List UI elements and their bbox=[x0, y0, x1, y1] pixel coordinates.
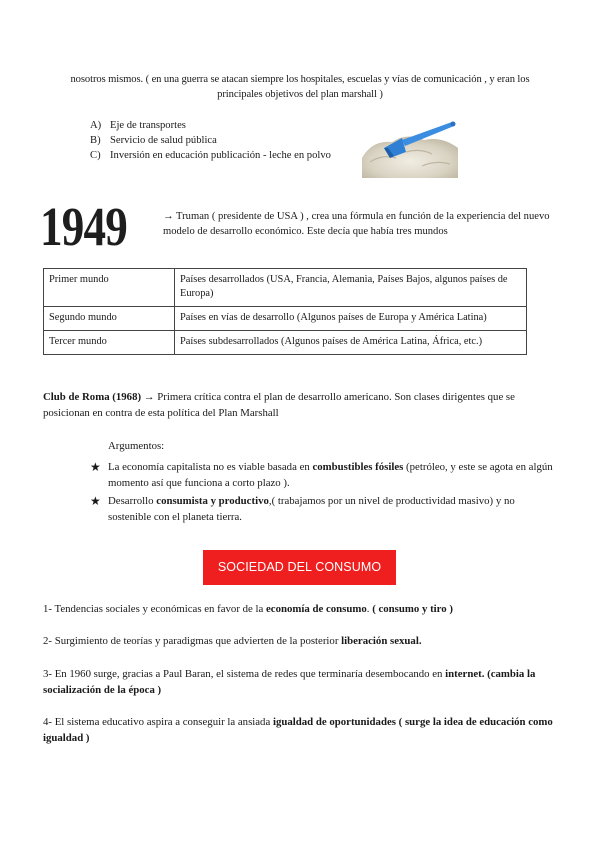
club-text: → Primera crítica contra el plan de desarrollo americano. Son clases dirigentes que se posicionan en contra de esta política del Plan Marshall bbox=[43, 391, 515, 419]
arguments-title: Argumentos: bbox=[108, 440, 165, 452]
intro-line-2: principales objetivos del plan marshall ) bbox=[217, 89, 383, 100]
list-item bbox=[90, 133, 360, 148]
options-list bbox=[90, 118, 360, 163]
year-description: → Truman ( presidente de USA ) , crea una fórmula en función de la experiencia del nuevo modelo de desarrollo económico. Este decía que había tres mundos bbox=[163, 211, 550, 237]
list-item bbox=[90, 148, 360, 163]
point-1: 1- Tendencias sociales y económicas en favor de la economía de consumo. ( consumo y tiro ) bbox=[43, 603, 453, 615]
point-4: 4- El sistema educativo aspira a conseguir la ansiada igualdad de oportunidades ( surge la idea de educación como igualdad ) bbox=[43, 716, 553, 744]
list-marker: A) bbox=[90, 120, 102, 131]
list-item-text: Eje de transportes bbox=[110, 120, 186, 131]
intro-paragraph bbox=[40, 72, 560, 102]
list-item bbox=[90, 493, 560, 525]
star-icon: ★ bbox=[90, 460, 101, 474]
list-item-text: Inversión en educación publicación - leche en polvo bbox=[110, 150, 331, 161]
intro-line-1: nosotros mismos. ( en una guerra se atacan siempre los hospitales, escuelas y vías de comunicación , y eran los bbox=[70, 74, 530, 85]
table-row bbox=[44, 307, 527, 331]
list-marker: C) bbox=[90, 150, 101, 161]
list-item-text: Servicio de salud pública bbox=[110, 135, 217, 146]
star-icon: ★ bbox=[90, 494, 101, 508]
table-row bbox=[44, 331, 527, 355]
table-cell: Países desarrollados (USA, Francia, Alemania, Países Bajos, algunos países de Europa) bbox=[175, 269, 527, 307]
list-item bbox=[90, 459, 560, 491]
worlds-table bbox=[43, 268, 527, 355]
table-cell: Países subdesarrollados (Algunos países de América Latina, África, etc.) bbox=[175, 331, 527, 355]
table-cell: Segundo mundo bbox=[44, 307, 175, 331]
list-marker: B) bbox=[90, 135, 101, 146]
table-cell: Primer mundo bbox=[44, 269, 175, 307]
table-cell: Países en vías de desarrollo (Algunos países de Europa y América Latina) bbox=[175, 307, 527, 331]
list-item bbox=[90, 118, 360, 133]
club-de-roma-paragraph bbox=[43, 389, 558, 421]
point-2: 2- Surgimiento de teorías y paradigmas que advierten de la posterior liberación sexual. bbox=[43, 635, 422, 647]
year-heading: 1949 bbox=[40, 196, 127, 257]
club-title: Club de Roma (1968) bbox=[43, 391, 142, 403]
list-item-text: La economía capitalista no es viable basada en combustibles fósiles (petróleo, y este se agota en algún momento así que funciona a corto plazo ). bbox=[108, 461, 553, 489]
list-item-text: Desarrollo consumista y productivo,( trabajamos por un nivel de productividad masivo) y no sostenible con el planeta tierra. bbox=[108, 495, 515, 523]
table-row bbox=[44, 269, 527, 307]
section-banner: SOCIEDAD DEL CONSUMO bbox=[203, 550, 396, 585]
table-cell: Tercer mundo bbox=[44, 331, 175, 355]
arguments-list bbox=[90, 459, 560, 527]
milk-powder-image bbox=[362, 118, 458, 178]
point-3: 3- En 1960 surge, gracias a Paul Baran, el sistema de redes que terminaría desembocando en internet. (cambia la socialización de la época ) bbox=[43, 668, 536, 696]
